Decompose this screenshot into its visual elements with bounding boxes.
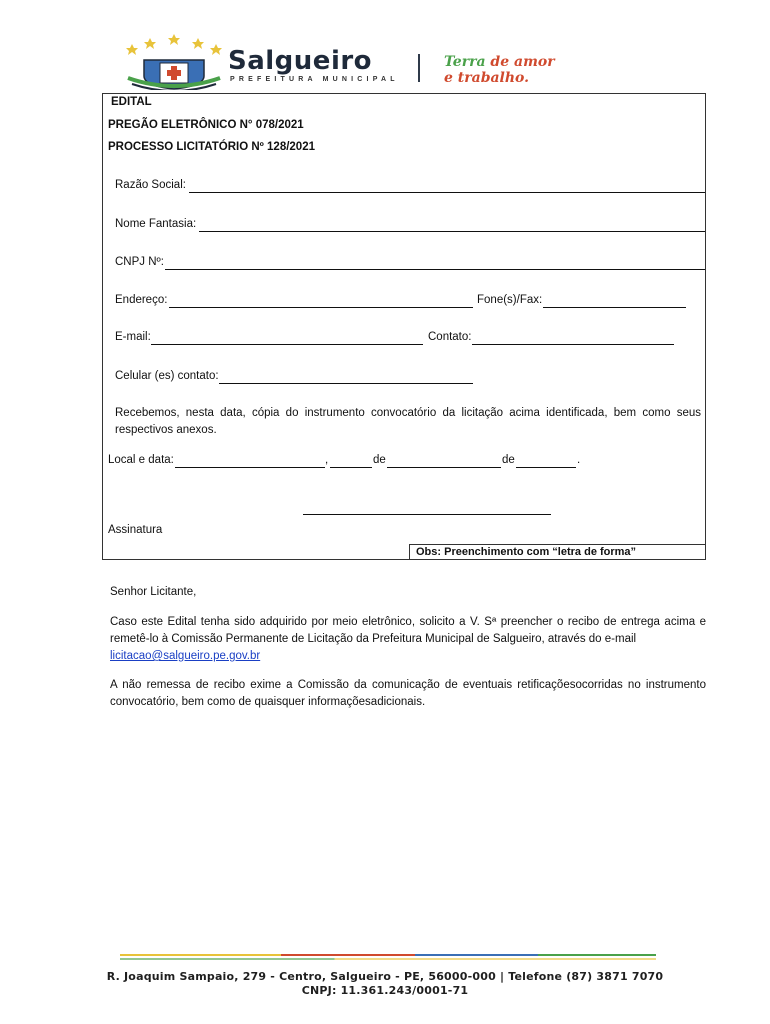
- endereco-field[interactable]: [169, 307, 473, 308]
- nome-fantasia-field[interactable]: [199, 231, 705, 232]
- email-link[interactable]: licitacao@salgueiro.pe.gov.br: [110, 650, 261, 662]
- paragraph-1: Caso este Edital tenha sido adquirido por meio eletrônico, solicito a V. Sª preencher o recibo de entrega acima e remetê-lo à Comissão Permanente de Licitação da Prefeitura Municipal de Salgueiro, através do e-mail licitacao@salgueiro.pe.gov.br: [110, 616, 706, 662]
- header-logo: [122, 32, 622, 90]
- email-field[interactable]: [151, 344, 423, 345]
- slogan-line-2: e trabalho.: [444, 70, 530, 86]
- pregao-heading: PREGÃO ELETRÔNICO N° 078/2021: [108, 119, 304, 131]
- nome-fantasia-label: Nome Fantasia:: [115, 218, 197, 230]
- greeting: Senhor Licitante,: [110, 586, 197, 598]
- logo-divider: [418, 54, 420, 82]
- signature-line[interactable]: [303, 514, 551, 515]
- endereco-label: Endereço:: [115, 294, 168, 306]
- period-sep: .: [577, 454, 581, 466]
- logo-wordmark: Salgueiro: [228, 46, 373, 76]
- comma-sep: ,: [325, 454, 329, 466]
- year-field[interactable]: [516, 467, 576, 468]
- logo-subtitle: PREFEITURA MUNICIPAL: [230, 76, 399, 83]
- celular-label: Celular (es) contato:: [115, 370, 219, 382]
- razao-social-field[interactable]: [189, 192, 705, 193]
- cnpj-field[interactable]: [165, 269, 705, 270]
- processo-heading: PROCESSO LICITATÓRIO Nº 128/2021: [108, 141, 315, 153]
- slogan-line-1: Terra de amor: [444, 54, 555, 70]
- contato-field[interactable]: [472, 344, 674, 345]
- celular-field[interactable]: [219, 383, 473, 384]
- assinatura-label: Assinatura: [108, 524, 163, 536]
- fone-label: Fone(s)/Fax:: [477, 294, 543, 306]
- local-data-label: Local e data:: [108, 454, 174, 466]
- receipt-form: [102, 93, 706, 560]
- de-sep-1: de: [373, 454, 386, 466]
- email-label: E-mail:: [115, 331, 151, 343]
- local-field[interactable]: [175, 467, 325, 468]
- de-sep-2: de: [502, 454, 515, 466]
- footer-address: R. Joaquim Sampaio, 279 - Centro, Salgueiro - PE, 56000-000 | Telefone (87) 3871 7070: [106, 970, 664, 983]
- city-crest-icon: [122, 32, 226, 90]
- recebemos-paragraph: Recebemos, nesta data, cópia do instrumento convocatório da licitação acima identificada, bem como seus respectivos anexos.: [115, 407, 701, 436]
- footer-color-stripe: [120, 954, 656, 960]
- obs-note: Obs: Preenchimento com “letra de forma”: [409, 544, 705, 560]
- contato-label: Contato:: [428, 331, 472, 343]
- paragraph-2: A não remessa de recibo exime a Comissão da comunicação de eventuais retificaçõesocorridas no instrumento convocatório, bem como de quaisquer informaçõesadicionais.: [110, 679, 706, 708]
- month-field[interactable]: [387, 467, 501, 468]
- razao-social-label: Razão Social:: [115, 179, 186, 191]
- cnpj-label: CNPJ Nº:: [115, 256, 164, 268]
- day-field[interactable]: [330, 467, 372, 468]
- footer-cnpj: CNPJ: 11.361.243/0001-71: [301, 984, 469, 997]
- fone-field[interactable]: [543, 307, 686, 308]
- edital-heading: EDITAL: [111, 96, 152, 108]
